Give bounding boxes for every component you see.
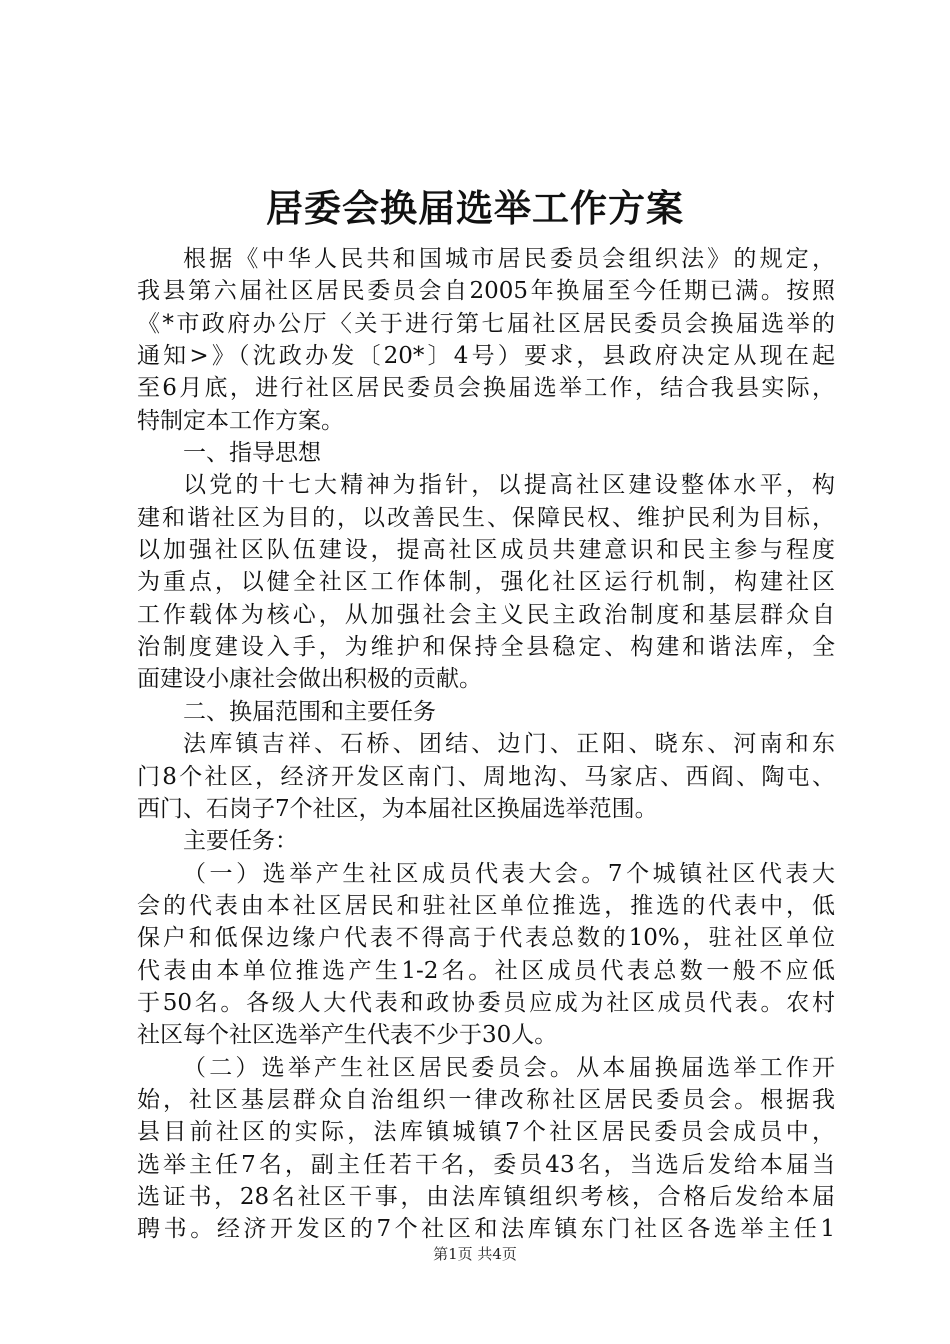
page-number: 第1页 共4页: [433, 1245, 517, 1263]
text-line: 特制定本工作方案。: [137, 407, 344, 434]
document-body: [137, 243, 835, 1246]
text-line: 我县第六届社区居民委员会自2005年换届至今任期已满。按照: [137, 278, 835, 305]
text-line: 面建设小康社会做出积极的贡献。: [137, 666, 482, 693]
text-line: 为重点，以健全社区工作体制，强化社区运行机制，构建社区: [137, 569, 835, 596]
text-line: 门8个社区，经济开发区南门、周地沟、马家店、西阎、陶屯、: [137, 763, 835, 790]
text-line: 聘书。经济开发区的7个社区和法库镇东门社区各选举主任1: [137, 1216, 835, 1243]
text-line: 法库镇吉祥、石桥、团结、边门、正阳、晓东、河南和东: [183, 731, 835, 758]
section-heading: 二、换届范围和主要任务: [183, 698, 436, 725]
document-title: 居委会换届选举工作方案: [266, 186, 684, 230]
text-line: 治制度建设入手，为维护和保持全县稳定、构建和谐法库，全: [137, 634, 835, 661]
text-line: 选举主任7名，副主任若干名，委员43名，当选后发给本届当: [137, 1151, 835, 1178]
text-line: 于50名。各级人大代表和政协委员应成为社区成员代表。农村: [137, 989, 835, 1016]
text-line: 建和谐社区为目的，以改善民生、保障民权、维护民利为目标，: [137, 504, 835, 531]
section-heading: 一、指导思想: [183, 440, 321, 467]
text-line: 社区每个社区选举产生代表不少于30人。: [137, 1022, 558, 1049]
text-line: 会的代表由本社区居民和驻社区单位推选，推选的代表中，低: [137, 892, 835, 919]
text-line: 通知>》（沈政办发〔20*〕4号）要求，县政府决定从现在起: [137, 343, 835, 370]
text-line: 《*市政府办公厅〈关于进行第七届社区居民委员会换届选举的: [137, 310, 835, 337]
section-heading: 主要任务：: [183, 828, 298, 855]
text-line: 选证书，28名社区干事，由法库镇组织考核，合格后发给本届: [137, 1183, 835, 1210]
text-line: 根据《中华人民共和国城市居民委员会组织法》的规定，: [183, 246, 835, 272]
text-line: 西门、石岗子7个社区，为本届社区换届选举范围。: [137, 795, 658, 822]
text-line: 以加强社区队伍建设，提高社区成员共建意识和民主参与程度: [137, 537, 835, 564]
text-line: 至6月底，进行社区居民委员会换届选举工作，结合我县实际，: [137, 375, 835, 402]
text-line: （一）选举产生社区成员代表大会。7个城镇社区代表大: [183, 860, 835, 887]
text-line: 以党的十七大精神为指针，以提高社区建设整体水平，构: [183, 472, 835, 499]
text-line: 县目前社区的实际，法库镇城镇7个社区居民委员会成员中，: [137, 1119, 835, 1146]
text-line: （二）选举产生社区居民委员会。从本届换届选举工作开: [183, 1054, 835, 1081]
text-line: 保户和低保边缘户代表不得高于代表总数的10%，驻社区单位: [137, 925, 835, 952]
text-line: 始，社区基层群众自治组织一律改称社区居民委员会。根据我: [137, 1086, 835, 1113]
text-line: 工作载体为核心，从加强社会主义民主政治制度和基层群众自: [137, 601, 835, 628]
text-line: 代表由本单位推选产生1-2名。社区成员代表总数一般不应低: [137, 957, 835, 984]
